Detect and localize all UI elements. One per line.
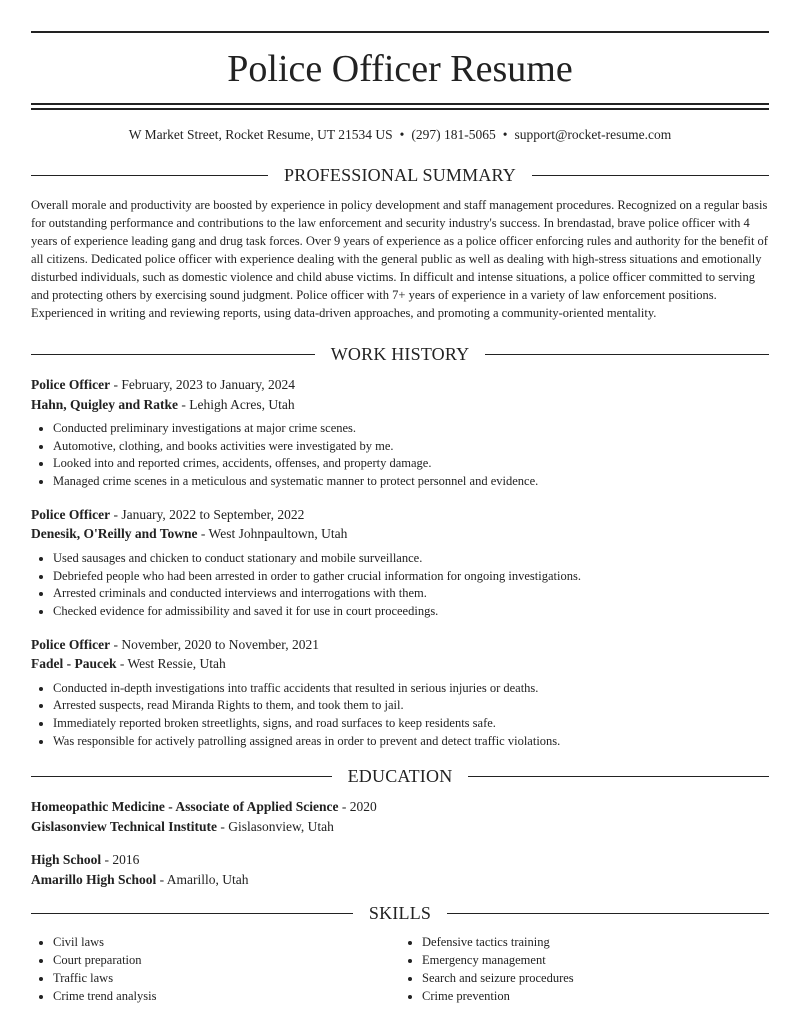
list-item: • Crime trend analysis <box>53 988 400 1006</box>
education-list <box>31 797 769 889</box>
education-year: - 2020 <box>338 799 377 815</box>
list-item: • Search and seizure procedures <box>422 970 769 988</box>
education-year: - 2016 <box>101 852 140 868</box>
job-company: Fadel - Paucek <box>31 656 117 672</box>
heading-rule <box>447 913 769 914</box>
job-location: - West Johnpaultown, Utah <box>197 526 348 542</box>
education-school: Amarillo High School <box>31 871 157 887</box>
list-item: • Was responsible for actively patrolling assigned areas in order to prevent and detect traffic violations. <box>53 733 769 751</box>
job-bullets <box>31 420 769 491</box>
job-bullets <box>31 680 769 751</box>
heading-rule <box>31 776 332 777</box>
education-school: Gislasonview Technical Institute <box>31 818 218 834</box>
education-entry <box>31 797 769 836</box>
skills-column-left <box>31 934 400 1005</box>
education-school-line <box>31 817 769 837</box>
heading-rule <box>532 175 769 176</box>
heading-rule <box>468 776 769 777</box>
job-location: - West Ressie, Utah <box>116 656 226 672</box>
education-location: - Amarillo, Utah <box>156 871 249 887</box>
contact-phone: (297) 181-5065 <box>411 127 496 142</box>
education-heading: EDUCATION <box>347 766 453 787</box>
list-item: • Conducted preliminary investigations at major crime scenes. <box>53 420 769 438</box>
job-company: Hahn, Quigley and Ratke <box>31 396 179 412</box>
section-heading-education <box>31 766 769 787</box>
job-entry <box>31 505 769 621</box>
heading-rule <box>31 913 353 914</box>
education-location: - Gislasonview, Utah <box>217 818 334 834</box>
job-dates: - February, 2023 to January, 2024 <box>110 377 296 392</box>
contact-address: W Market Street, Rocket Resume, UT 21534 US <box>128 127 393 142</box>
list-item: • Traffic laws <box>53 970 400 988</box>
list-item: • Emergency management <box>422 952 769 970</box>
education-degree: High School <box>31 852 102 868</box>
job-entry <box>31 635 769 751</box>
contact-separator: • <box>502 127 508 142</box>
skills-heading: SKILLS <box>368 903 432 924</box>
job-entry <box>31 375 769 491</box>
list-item: • Looked into and reported crimes, accidents, offenses, and property damage. <box>53 455 769 473</box>
education-degree: Homeopathic Medicine - Associate of Applied Science <box>31 799 339 815</box>
job-dates: - January, 2022 to September, 2022 <box>110 506 305 522</box>
work-heading: WORK HISTORY <box>330 344 470 364</box>
contact-separator: • <box>399 127 405 142</box>
list-item: • Conducted in-depth investigations into traffic accidents that resulted in serious injuries or deaths. <box>53 680 769 698</box>
list-item: • Checked evidence for admissibility and saved it for use in court proceedings. <box>53 603 769 621</box>
contact-email[interactable]: support@rocket-resume.com <box>514 127 672 142</box>
job-company-line <box>31 395 769 415</box>
section-heading-work <box>31 344 769 365</box>
list-item: • Arrested suspects, read Miranda Rights to them, and took them to jail. <box>53 697 769 715</box>
education-school-line <box>31 870 769 890</box>
list-item: • Managed crime scenes in a meticulous and systematic manner to protect personnel and evidence. <box>53 473 769 491</box>
heading-rule <box>31 354 315 355</box>
job-location: - Lehigh Acres, Utah <box>178 396 295 412</box>
job-dates: - November, 2020 to November, 2021 <box>110 636 319 652</box>
summary-heading: PROFESSIONAL SUMMARY <box>284 165 516 185</box>
summary-text: Overall morale and productivity are boosted by experience in policy development and staff management procedures. Recognized on a regular basis for outstanding performance and contributions to the law enforcement and security industry's success. In brendastad, brave police officer with 4 years of experience leading gang and drug task forces. Over 9 years of experience as a police officer enforcing rules and authority for the benefit of all citizens. Dedicated police officer with experience dealing with the general public as well as dealing with high-stress situations and emotionally disturbed individuals, such as domestic violence and child abuse victims. In difficult and intense situations, a police officer committed to serving and protecting others by exercising sound judgment. Police officer with 7+ years of experience in a variety of law enforcement positions. Experienced in writing and reviewing reports, using data-driven approaches, and promoting a community-oriented mentality. <box>31 198 768 320</box>
skills-column-right <box>400 934 769 1005</box>
job-title: Police Officer <box>31 506 111 522</box>
job-company-line <box>31 524 769 544</box>
job-title-line <box>31 635 769 655</box>
resume-page <box>31 0 769 1005</box>
job-company: Denesik, O'Reilly and Towne <box>31 526 198 542</box>
contact-line <box>31 127 769 143</box>
title-double-rule <box>31 103 769 110</box>
heading-rule <box>485 354 769 355</box>
top-rule <box>31 31 769 33</box>
page-title: Police Officer Resume <box>227 48 573 90</box>
list-item: • Automotive, clothing, and books activities were investigated by me. <box>53 438 769 456</box>
job-title: Police Officer <box>31 636 111 652</box>
education-entry <box>31 850 769 889</box>
list-item: • Used sausages and chicken to conduct stationary and mobile surveillance. <box>53 550 769 568</box>
job-title-line <box>31 375 769 395</box>
job-company-line <box>31 654 769 674</box>
list-item: • Immediately reported broken streetlights, signs, and road surfaces to keep residents safe. <box>53 715 769 733</box>
education-degree-line <box>31 850 769 870</box>
work-history-list <box>31 375 769 750</box>
job-title-line <box>31 505 769 525</box>
list-item: • Crime prevention <box>422 988 769 1006</box>
heading-rule <box>31 175 268 176</box>
list-item: • Debriefed people who had been arrested in order to gather crucial information for ongoing investigations. <box>53 568 769 586</box>
list-item: • Arrested criminals and conducted interviews and interrogations with them. <box>53 585 769 603</box>
list-item: • Court preparation <box>53 952 400 970</box>
list-item: • Civil laws <box>53 934 400 952</box>
section-heading-summary <box>31 165 769 186</box>
job-title: Police Officer <box>31 377 111 392</box>
list-item: • Defensive tactics training <box>422 934 769 952</box>
skills-columns <box>31 934 769 1005</box>
job-bullets <box>31 550 769 621</box>
section-heading-skills <box>31 903 769 924</box>
education-degree-line <box>31 797 769 817</box>
